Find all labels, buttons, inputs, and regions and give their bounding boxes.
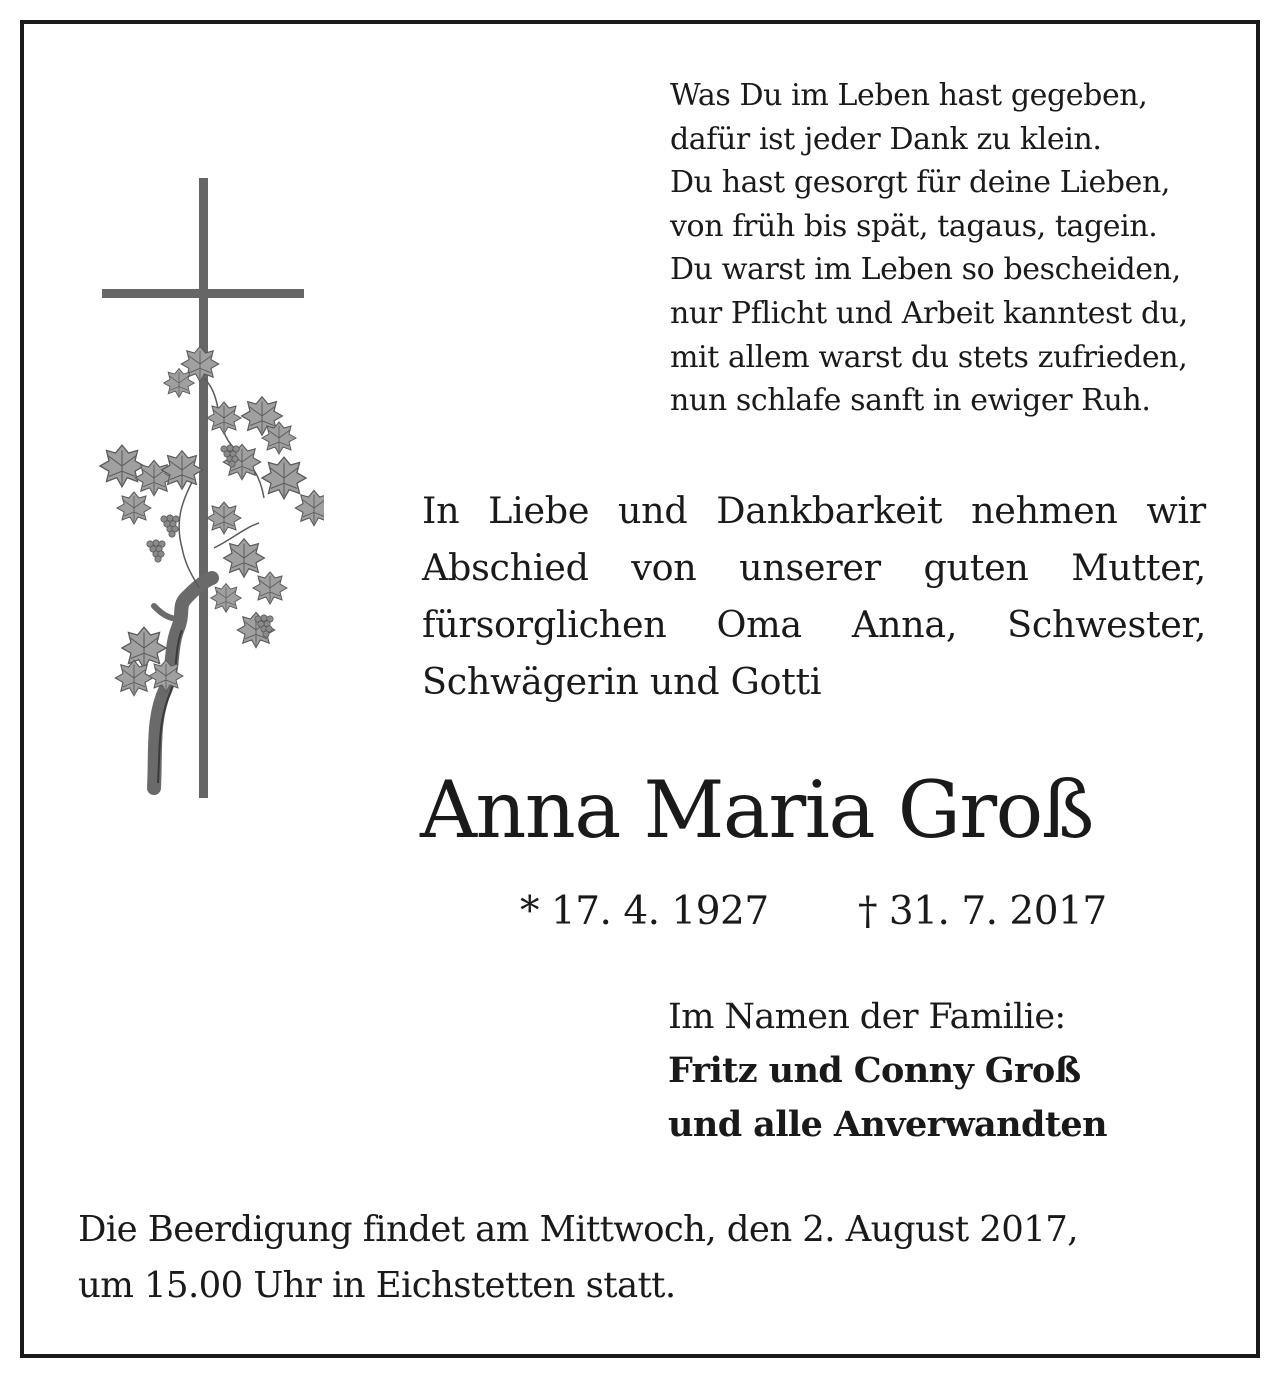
family-names: Fritz und Conny Groß [668, 1050, 1081, 1091]
word: wir [1146, 489, 1206, 532]
family-relatives: und alle Anverwandten [668, 1104, 1107, 1145]
deceased-name: Anna Maria Groß [420, 764, 1093, 856]
word: Schwester, [1007, 603, 1206, 646]
dedication-line [422, 596, 1206, 653]
family-intro: Im Namen der Familie: [668, 997, 1066, 1037]
word: fürsorglichen [422, 603, 667, 646]
poem-line: von früh bis spät, tagaus, tagein. [670, 208, 1158, 244]
word: Dankbarkeit [716, 489, 943, 532]
word: und [617, 489, 688, 532]
word: Anna, [851, 603, 958, 646]
poem-line: Was Du im Leben hast gegeben, [670, 78, 1148, 113]
obituary-notice [20, 20, 1260, 1358]
memorial-poem [670, 74, 1210, 423]
poem-line: Du warst im Leben so bescheiden, [670, 252, 1181, 288]
word: Mutter, [1071, 546, 1206, 589]
word: Oma [716, 603, 802, 646]
poem-line: dafür ist jeder Dank zu klein. [670, 121, 1102, 157]
poem-line: Du hast gesorgt für deine Lieben, [670, 165, 1171, 201]
funeral-line: um 15.00 Uhr in Eichstetten statt. [78, 1265, 676, 1306]
word: Abschied [422, 546, 589, 589]
word: unserer [739, 546, 881, 589]
funeral-line: Die Beerdigung findet am Mittwoch, den 2. August 2017, [78, 1209, 1078, 1250]
poem-line: nur Pflicht und Arbeit kanntest du, [670, 295, 1188, 331]
death-date: † 31. 7. 2017 [858, 889, 1107, 934]
family-signature [668, 990, 1228, 1152]
poem-line: nun schlafe sanft in ewiger Ruh. [670, 383, 1151, 419]
word: In [422, 489, 460, 532]
poem-line: mit allem warst du stets zufrieden, [670, 339, 1188, 375]
dedication-text [422, 482, 1206, 710]
funeral-details [78, 1202, 1228, 1314]
dedication-line [422, 482, 1206, 539]
word: guten [923, 546, 1029, 589]
word: Liebe [488, 489, 590, 532]
birth-date: * 17. 4. 1927 [520, 889, 769, 934]
dedication-line [422, 539, 1206, 596]
cross-with-grapevine-icon [74, 178, 324, 808]
word: nehmen [971, 489, 1118, 532]
dedication-line: Schwägerin und Gotti [422, 660, 822, 703]
word: von [631, 546, 697, 589]
